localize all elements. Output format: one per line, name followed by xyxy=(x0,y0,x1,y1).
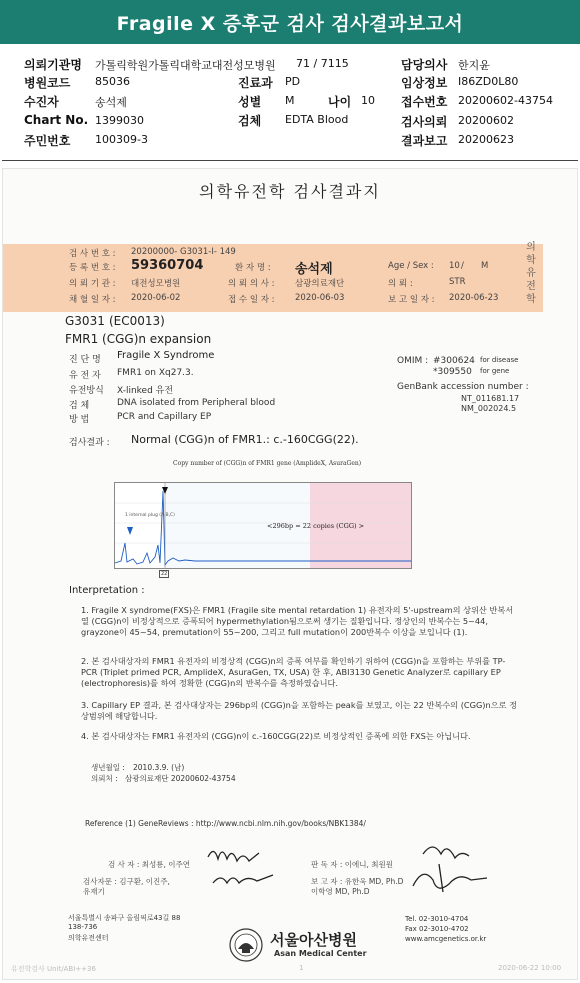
omim-gene: *309550 xyxy=(433,367,472,377)
patient-info-band: 검 사 번 호 : 20200000- G3031-I- 149 등 록 번 호 : 59360704 환 자 명 : 송석제 Age / Sex : 10 / M 의 뢰 기 관 : 대전성모병원 의 뢰 의 사 : 삼광의료재단 의 뢰 : STR 채 혈 일 자 : 2020-06-02 접 수 일 자 : 2020-06-03 보 고 일 자 : 2020-06-23 xyxy=(3,244,543,312)
report-date-label: 결과보고 xyxy=(401,134,448,148)
trace-line xyxy=(115,491,412,565)
ref-label: 의뢰처 : xyxy=(91,774,118,783)
interp-item-2: 2. 본 검사대상자의 FMR1 유전자의 비정상적 (CGG)n의 증폭 여부를 확인하기 위하여 (CGG)n을 포함하는 부위를 TP-PCR (Triplet primed PCR, AmplideX, AsuraGen, TX, USA) 한 후, ABI3130 Genetic Analyzer로 capillary EP (electrophoresis)를 하여 정확한 (CGG)n의 반복수를 측정하였습니다. xyxy=(81,656,506,688)
scanned-report xyxy=(2,168,578,980)
omim-label: OMIM : xyxy=(397,356,429,366)
dept-value: PD xyxy=(285,75,301,88)
website: www.amcgenetics.or.kr xyxy=(405,935,487,943)
gene-label: 유 전 자 xyxy=(69,371,101,381)
report-title: Fragile X 증후군 검사 검사결과보고서 xyxy=(116,12,464,35)
omim-disease: #300624 xyxy=(433,356,475,366)
header-divider xyxy=(2,160,578,161)
report-title-bar xyxy=(0,0,580,44)
receipt-value: 20200602-43754 xyxy=(458,94,553,107)
interp-item-1: 1. Fragile X syndrome(FXS)은 FMR1 (Fragile site mental retardation 1) 유전자의 5'-upstream의 상위산 반복서열 (CGG)n이 비정상적으로 증폭되어 hypermethylation됨으로써 생기는 질환입니다. 정상인의 반복수는 5~44, grayzone이 45~54, premutation이 55~200, 그리고 full mutation이 200반복수 이상을 보입니다 (1). xyxy=(81,605,514,637)
patient-value: 송석제 xyxy=(95,96,127,109)
clinical-label: 임상정보 xyxy=(401,76,448,90)
specimen-label: 검체 xyxy=(238,114,262,128)
address-line-1: 서울특별시 송파구 올림픽로43길 88 xyxy=(68,914,181,922)
hospital-label: 의뢰기관명 xyxy=(24,58,82,72)
pink-age: 10 xyxy=(449,261,460,271)
genbank-2: NM_002024.5 xyxy=(461,404,517,413)
result: Normal (CGG)n of FMR1.: c.-160CGG(22). xyxy=(131,433,359,446)
code-label: 병원코드 xyxy=(24,76,71,90)
rrn-label: 주민번호 xyxy=(24,134,71,148)
method: PCR and Capillary EP xyxy=(117,412,212,422)
interp-item-4: 4. 본 검사대상자는 FMR1 유전자의 (CGG)n이 c.-160CGG(22)로 비정상적인 증폭에 의한 FXS는 아닙니다. xyxy=(81,731,471,741)
signature-right xyxy=(403,834,498,904)
specimen-value: EDTA Blood xyxy=(285,113,349,126)
code-value: 85036 xyxy=(95,75,130,88)
reg-no: 59360704 xyxy=(131,258,204,273)
genbank-1: NT_011681.17 xyxy=(461,394,520,403)
signer-tester: 검 사 자 : 최성룡, 이주연 xyxy=(108,860,191,869)
clinical-value: I86ZD0L80 xyxy=(458,75,519,88)
report-date-value: 20200623 xyxy=(458,133,514,146)
dob: 2010.3.9. (남) xyxy=(133,763,185,772)
test-no: 20200000- G3031-I- 149 xyxy=(131,247,236,257)
collect-label: 채 혈 일 자 : xyxy=(69,295,116,305)
result-label: 검사결과 : xyxy=(69,438,110,448)
vertical-side-label: 의 학 유 전 학 xyxy=(526,242,536,305)
footer-page: 1 xyxy=(299,964,304,972)
report-label: 보 고 일 자 : xyxy=(388,295,435,305)
interp-item-3: 3. Capillary EP 결과, 본 검사대상자는 296bp의 (CGG)n을 포함하는 peak를 보였고, 이는 22 반복수의 (CGG)n으로 정상범위에 해당합니다. xyxy=(81,700,518,721)
footer-right: 2020-06-22 10:00 xyxy=(498,964,562,972)
tel: Tel. 02-3010-4704 xyxy=(405,915,469,923)
pink-sex: M xyxy=(481,261,489,271)
signature-left xyxy=(203,839,293,899)
reference: Reference (1) GeneReviews : http://www.ncbi.nlm.nih.gov/books/NBK1384/ xyxy=(85,819,366,828)
pink-patient: 송석제 xyxy=(295,262,333,277)
age-label: 나이 xyxy=(328,95,352,109)
doctor-label: 담당의사 xyxy=(401,58,448,72)
pink-patient-label: 환 자 명 : xyxy=(235,263,271,273)
logo-korean: 서울아산병원 xyxy=(270,931,357,949)
request-date-label: 검사의뢰 xyxy=(401,115,448,129)
inst-label: 의 뢰 기 관 : xyxy=(69,279,116,289)
fax: Fax 02-3010-4702 xyxy=(405,925,469,933)
recv: 2020-06-03 xyxy=(295,293,345,303)
address-line-3: 의학유전센터 xyxy=(68,934,109,942)
patient-label: 수진자 xyxy=(24,95,59,109)
diag: Fragile X Syndrome xyxy=(117,350,215,361)
test-code-sub: (EC0013) xyxy=(109,314,165,328)
age-value: 10 xyxy=(361,94,375,107)
test-name: FMR1 (CGG)n expansion xyxy=(65,332,212,346)
diag-label: 진 단 명 xyxy=(69,355,101,365)
reg-label: 등 록 번 호 : xyxy=(69,263,116,273)
gene: FMR1 on Xq27.3. xyxy=(117,368,194,378)
footer-left: 유전학검사 Unit/ABI++36 xyxy=(11,965,96,973)
hospital-phone: 71 / 7115 xyxy=(296,57,349,70)
asan-emblem-icon xyxy=(228,927,264,963)
specimen-2: DNA isolated from Peripheral blood xyxy=(117,398,276,408)
method-label: 방 법 xyxy=(69,415,90,425)
sex-value: M xyxy=(285,94,295,107)
ref: 삼광의료재단 20200602-43754 xyxy=(125,774,236,783)
recv-label: 접 수 일 자 : xyxy=(228,295,275,305)
inherit-label: 유전방식 xyxy=(69,386,104,396)
chart-no-value: 1399030 xyxy=(95,114,144,127)
address-line-2: 138-736 xyxy=(68,923,98,931)
trace-svg xyxy=(115,483,412,569)
chart-marker: 22 xyxy=(161,571,168,577)
collect: 2020-06-02 xyxy=(131,293,181,303)
scan-title: 의학유전학 검사결과지 xyxy=(199,182,381,201)
report-header xyxy=(0,50,580,160)
receipt-label: 접수번호 xyxy=(401,95,448,109)
doc-label: 의 뢰 의 사 : xyxy=(228,279,275,289)
signer-reader: 판 독 자 : 이에니, 최원원 xyxy=(311,860,394,869)
inst: 대전성모병원 xyxy=(131,279,181,289)
chart-caption: Copy number of (CGG)n of FMR1 gene (AmplideX, AsuraGen) xyxy=(173,460,362,467)
age-sex-label: Age / Sex : xyxy=(388,261,434,271)
hospital-logo xyxy=(228,927,378,967)
doc: 삼광의료재단 xyxy=(295,279,345,289)
doctor-value: 한지윤 xyxy=(458,59,490,72)
ward-label: 의 뢰 : xyxy=(388,279,413,289)
capillary-ep-trace xyxy=(114,482,412,569)
signer-reporter: 보 고 자 : 유한욱 MD, Ph.D 이학영 MD, Ph.D xyxy=(311,877,404,896)
omim-disease-note: for disease xyxy=(480,356,519,364)
chart-small-label: 1 internal plug (A,B,C) xyxy=(125,513,175,518)
rrn-value: 100309-3 xyxy=(95,133,148,146)
dob-label: 생년월일 : xyxy=(91,763,125,772)
interp-title: Interpretation : xyxy=(69,585,145,596)
test-code: G3031 xyxy=(65,314,105,328)
signer-advisor: 검사자문 : 김구환, 이진주, 유재기 xyxy=(83,877,170,896)
omim-gene-note: for gene xyxy=(480,367,510,375)
hospital-value: 가톨릭학원가톨릭대학교대전성모병원 xyxy=(95,59,276,72)
blue-arrow-icon xyxy=(127,527,133,535)
chart-no-label: Chart No. xyxy=(24,113,89,127)
specimen-label-2: 검 체 xyxy=(69,401,90,411)
test-no-label: 검 사 번 호 : xyxy=(69,249,116,259)
sex-label: 성별 xyxy=(238,95,262,109)
dept-label: 진료과 xyxy=(238,76,273,90)
report: 2020-06-23 xyxy=(449,293,499,303)
request-date-value: 20200602 xyxy=(458,114,514,127)
ward: STR xyxy=(449,277,466,287)
inherit: X-linked 유전 xyxy=(117,386,174,396)
chart-annotation: <296bp = 22 copies (CGG) > xyxy=(267,522,365,530)
logo-english: Asan Medical Center xyxy=(274,949,367,958)
genbank-label: GenBank accession number : xyxy=(397,382,529,392)
